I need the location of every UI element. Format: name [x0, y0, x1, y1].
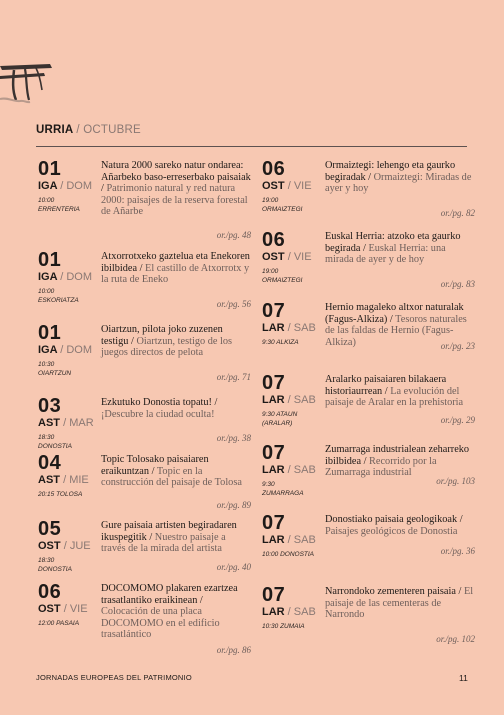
- weekday-spanish: DOM: [66, 271, 93, 283]
- weekday-basque: LAR: [262, 534, 285, 546]
- weekday-basque: IGA: [38, 180, 58, 192]
- page-reference: or./pg. 40: [216, 562, 251, 572]
- title-spanish: Oiartzun, testigo de los juegos directos de pelota: [101, 335, 232, 359]
- event-time-place: 9:30 ATAUN (ARALAR): [262, 411, 298, 427]
- weekday-basque: IGA: [38, 271, 58, 283]
- weekday-spanish: SAB: [293, 322, 316, 334]
- event-time-place: 10:30 ZUMAIA: [262, 623, 305, 630]
- title-spanish: Euskal Herria: una mirada de ayer y de hoy: [325, 242, 446, 266]
- event-day: 07: [262, 584, 286, 606]
- event-day: 06: [38, 581, 62, 603]
- event-title: [325, 160, 475, 195]
- page-reference: or./pg. 29: [440, 415, 475, 425]
- event-entry: [36, 314, 251, 387]
- title-spanish: La evolución del paisaje de Aralar en la prehistoria: [325, 385, 464, 409]
- title-basque: Ormaiztegi: lehengo eta gaurko begiradak /: [325, 160, 456, 183]
- event-day: 07: [262, 512, 286, 534]
- event-weekday: OST / VIE: [262, 180, 312, 192]
- weekday-spanish: DOM: [66, 180, 93, 192]
- title-spanish: El castillo de Atxorrotx y la ruta de Eneko: [101, 262, 250, 286]
- title-spanish: Colocación de una placa DOCOMOMO en el edificio trasatlántico: [101, 606, 220, 641]
- event-entry: [260, 434, 475, 504]
- event-time-place: 10:30 OIARTZUN: [38, 361, 72, 377]
- event-title: [101, 454, 251, 489]
- event-entry: [260, 150, 475, 221]
- event-weekday: LAR / SAB: [262, 464, 316, 476]
- page-reference: or./pg. 102: [436, 634, 475, 644]
- event-weekday: OST / VIE: [38, 603, 88, 615]
- title-basque: Euskal Herria: atzoko eta gaurko begirada /: [325, 231, 461, 254]
- event-day: 06: [262, 158, 286, 180]
- event-time-place: 19:00 ORMAIZTEGI: [262, 268, 303, 284]
- page-reference: or./pg. 86: [216, 645, 251, 655]
- event-title: [101, 251, 251, 286]
- title-basque: Zumarraga industrialean zeharreko ibilbidea /: [325, 444, 470, 467]
- month-spanish: OCTUBRE: [83, 124, 141, 136]
- title-spanish: Patrimonio natural y red natura 2000: paisajes de la reserva forestal de Añarbe: [101, 183, 248, 218]
- event-entry: [260, 576, 475, 656]
- event-weekday: LAR / SAB: [262, 534, 316, 546]
- page-reference: or./pg. 56: [216, 299, 251, 309]
- weekday-spanish: MIE: [69, 474, 89, 486]
- page-reference: or./pg. 36: [440, 546, 475, 556]
- event-entry: [36, 510, 251, 573]
- title-spanish: Topic en la construcción del paisaje de Tolosa: [101, 465, 242, 489]
- title-spanish: ¡Descubre la ciudad oculta!: [101, 408, 215, 420]
- event-time-place: 9:30 ZUMARRAGA: [262, 481, 304, 497]
- page-reference: or./pg. 23: [440, 341, 475, 351]
- event-time-place: 9:30 ALKIZA: [262, 339, 299, 346]
- event-title: [325, 374, 475, 409]
- events-column-right: [260, 150, 475, 656]
- event-weekday: OST / VIE: [262, 251, 312, 263]
- weekday-basque: AST: [38, 417, 60, 429]
- event-entry: [36, 241, 251, 314]
- heading-divider: [36, 146, 467, 147]
- event-weekday: IGA / DOM: [38, 180, 93, 192]
- weekday-spanish: SAB: [293, 534, 316, 546]
- month-separator: /: [76, 124, 80, 136]
- weekday-basque: LAR: [262, 464, 285, 476]
- event-day: 06: [262, 229, 286, 251]
- weekday-basque: AST: [38, 474, 60, 486]
- weekday-basque: OST: [262, 251, 285, 263]
- title-basque: Atxorrotxeko gaztelua eta Enekoren ibilbidea /: [101, 251, 250, 274]
- footer-title: JORNADAS EUROPEAS DEL PATRIMONIO: [36, 673, 192, 682]
- page-reference: or./pg. 89: [216, 500, 251, 510]
- event-title: [101, 520, 251, 555]
- event-entry: [36, 387, 251, 450]
- weekday-basque: IGA: [38, 344, 58, 356]
- title-spanish: Nuestro paisaje a través de la mirada del artista: [101, 531, 226, 555]
- page-reference: or./pg. 38: [216, 433, 251, 443]
- month-basque: URRIA: [36, 124, 73, 136]
- event-title: [325, 444, 475, 479]
- events-column-left: [36, 150, 251, 655]
- event-day: 01: [38, 322, 62, 344]
- weekday-spanish: SAB: [293, 394, 316, 406]
- weekday-spanish: DOM: [66, 344, 93, 356]
- event-entry: [36, 573, 251, 655]
- title-basque: Natura 2000 sareko natur ondarea: Añarbeko baso-erreserbako paisaiak /: [101, 160, 251, 195]
- event-weekday: OST / JUE: [38, 540, 91, 552]
- event-time-place: 10:00 ERRENTERIA: [38, 197, 80, 213]
- page-reference: or./pg. 103: [436, 476, 475, 486]
- weekday-spanish: VIE: [69, 603, 88, 615]
- weekday-basque: LAR: [262, 606, 285, 618]
- event-weekday: LAR / SAB: [262, 322, 316, 334]
- weekday-basque: LAR: [262, 394, 285, 406]
- event-title: [325, 231, 475, 266]
- event-time-place: 10:00 ESKORIATZA: [38, 288, 79, 304]
- event-day: 07: [262, 300, 286, 322]
- event-entry: [260, 504, 475, 576]
- event-weekday: IGA / DOM: [38, 344, 93, 356]
- weekday-spanish: SAB: [293, 606, 316, 618]
- event-entry: [260, 292, 475, 364]
- weekday-spanish: VIE: [293, 251, 312, 263]
- title-spanish: El paisaje de las cementeras de Narrondo: [325, 586, 474, 621]
- event-day: 07: [262, 442, 286, 464]
- event-weekday: AST / MAR: [38, 417, 94, 429]
- event-time-place: 19:00 ORMAIZTEGI: [262, 197, 303, 213]
- event-weekday: IGA / DOM: [38, 271, 93, 283]
- weekday-basque: OST: [262, 180, 285, 192]
- title-basque: Ezkutuko Donostia topatu! /: [101, 397, 218, 408]
- event-title: [101, 397, 251, 420]
- event-time-place: 18:30 DONOSTIA: [38, 434, 72, 450]
- title-basque: Donostiako paisaia geologikoak /: [325, 514, 463, 525]
- weekday-basque: LAR: [262, 322, 285, 334]
- title-basque: Narrondoko zementeren paisaia /: [325, 586, 462, 597]
- weekday-spanish: SAB: [293, 464, 316, 476]
- title-spanish: Ormaiztegi: Miradas de ayer y hoy: [325, 171, 472, 195]
- event-day: 01: [38, 249, 62, 271]
- event-time-place: 18:30 DONOSTIA: [38, 557, 72, 573]
- event-entry: [260, 221, 475, 292]
- event-entry: [36, 444, 251, 510]
- title-basque: Topic Tolosako paisaiaren eraikuntzan /: [101, 454, 209, 477]
- weekday-spanish: JUE: [69, 540, 91, 552]
- event-entry: [260, 364, 475, 434]
- weekday-basque: OST: [38, 540, 61, 552]
- month-heading: [36, 124, 141, 136]
- event-time-place: 12:00 PASAIA: [38, 620, 80, 627]
- event-day: 04: [38, 452, 62, 474]
- title-spanish: Paisajes geológicos de Donostia: [325, 525, 458, 537]
- page-number: 11: [459, 673, 468, 683]
- event-day: 05: [38, 518, 62, 540]
- decorative-sculpture-graphic: [0, 52, 58, 104]
- weekday-spanish: VIE: [293, 180, 312, 192]
- event-time-place: 10:00 DONOSTIA: [262, 551, 315, 558]
- title-basque: Gure paisaia artisten begiradaren ikuspegitik /: [101, 520, 237, 543]
- event-weekday: LAR / SAB: [262, 394, 316, 406]
- event-title: [325, 586, 475, 621]
- event-title: [101, 160, 251, 218]
- title-basque: Oiartzun, pilota joko zuzenen testigu /: [101, 324, 223, 347]
- event-time-place: 20:15 TOLOSA: [38, 491, 83, 498]
- title-basque: DOCOMOMO plakaren ezartzea trasatlantiko eraikinean /: [101, 583, 238, 606]
- weekday-basque: OST: [38, 603, 61, 615]
- event-title: [101, 583, 251, 641]
- title-spanish: Tesoros naturales de las faldas de Hernio (Fagus-Alkiza): [325, 313, 467, 348]
- page-reference: or./pg. 82: [440, 208, 475, 218]
- event-weekday: AST / MIE: [38, 474, 89, 486]
- page-reference: or./pg. 48: [216, 230, 251, 240]
- event-title: [325, 514, 475, 537]
- event-day: 03: [38, 395, 62, 417]
- event-day: 07: [262, 372, 286, 394]
- title-basque: Hernio magaleko altxor naturalak (Fagus-Alkiza) /: [325, 302, 464, 325]
- event-day: 01: [38, 158, 62, 180]
- event-entry: [36, 150, 251, 241]
- title-basque: Aralarko paisaiaren bilakaera historiaurrean /: [325, 374, 447, 397]
- page-reference: or./pg. 83: [440, 279, 475, 289]
- page-reference: or./pg. 71: [216, 372, 251, 382]
- event-weekday: LAR / SAB: [262, 606, 316, 618]
- event-title: [101, 324, 251, 359]
- title-spanish: Recorrido por la Zumarraga industrial: [325, 455, 437, 479]
- weekday-spanish: MAR: [69, 417, 94, 429]
